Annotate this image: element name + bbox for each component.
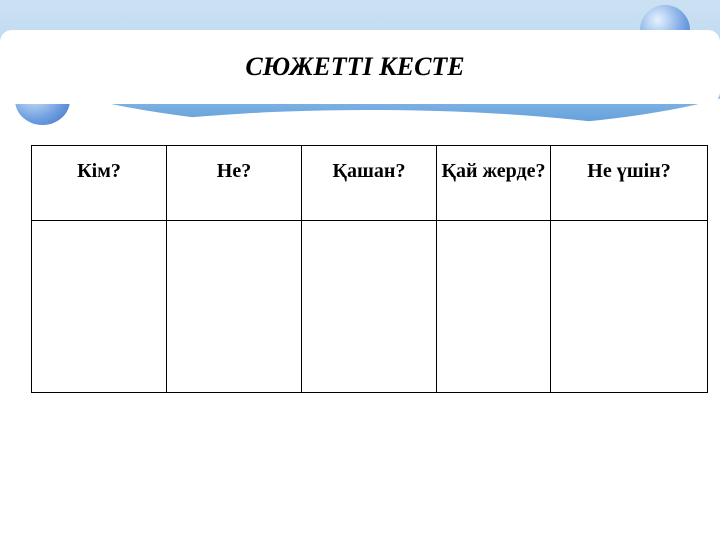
header-when: Қашан?: [302, 146, 437, 221]
table-cell[interactable]: [437, 221, 551, 393]
header-who: Кім?: [32, 146, 167, 221]
header-why: Не үшін?: [551, 146, 708, 221]
table-cell[interactable]: [32, 221, 167, 393]
table-cell[interactable]: [302, 221, 437, 393]
table-cell[interactable]: [167, 221, 302, 393]
page-title: СЮЖЕТТІ КЕСТЕ: [245, 52, 465, 81]
table-cell[interactable]: [551, 221, 708, 393]
header-where: Қай жерде?: [437, 146, 551, 221]
plot-table: [31, 145, 708, 393]
header-what: Не?: [167, 146, 302, 221]
